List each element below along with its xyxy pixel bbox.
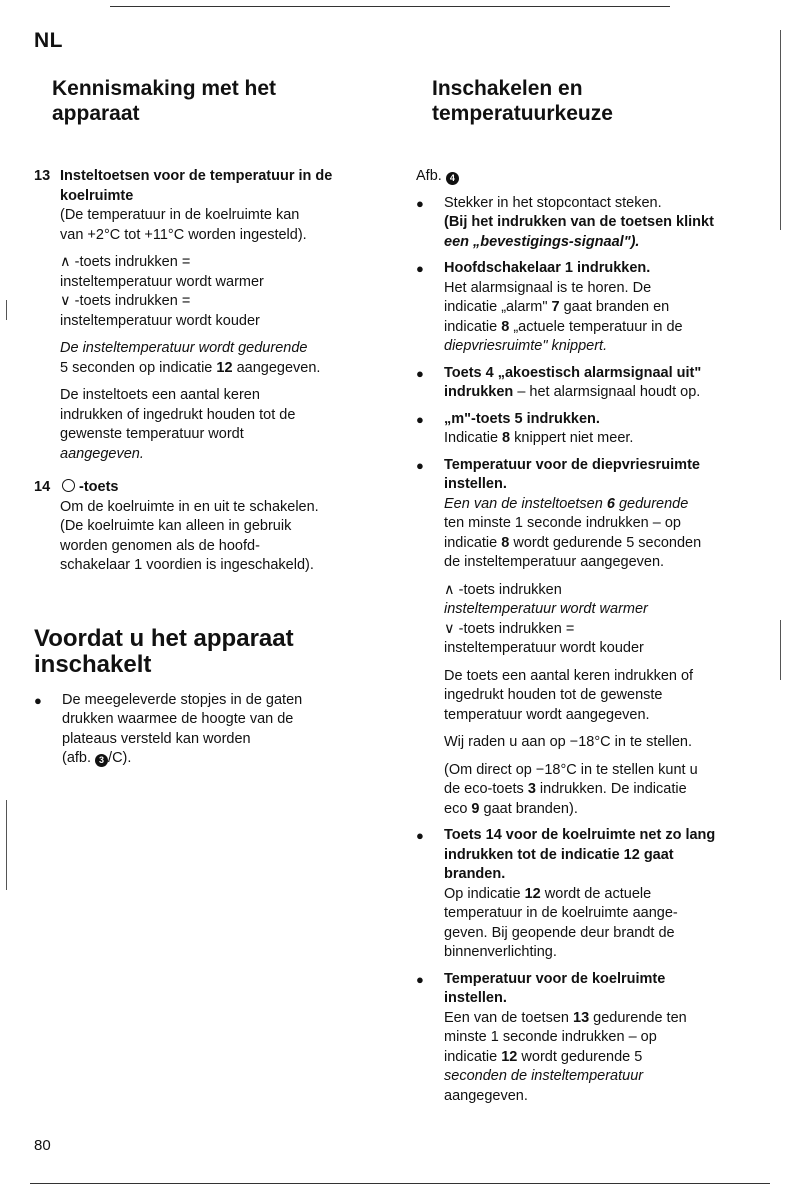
text-span: – het alarmsignaal houdt op.: [513, 384, 701, 400]
figure-ref-badge: 4: [446, 172, 459, 185]
indicator-ref: 6: [606, 495, 615, 512]
down-key-line: ∨ -toets indrukken =: [444, 620, 575, 637]
bottom-rule: [30, 1183, 770, 1184]
bullet-text: Toets 14 voor de koelruimte net zo lang: [444, 827, 716, 843]
bullet-item: [416, 826, 766, 963]
bullet-text: instellen.: [444, 990, 507, 1006]
right-title-line: temperatuurkeuze: [432, 102, 613, 125]
bullet-text: De meegeleverde stopjes in de gaten: [62, 691, 303, 708]
right-column: [416, 76, 766, 1106]
bullet-item: [416, 364, 766, 403]
bullet-dot-icon: ●: [416, 971, 424, 987]
bullet-text: „m"-toets 5 indrukken.: [444, 410, 600, 427]
text-span: Indicatie: [444, 430, 503, 446]
left-title-line: apparaat: [52, 102, 140, 125]
text-span: Op indicatie: [444, 885, 525, 902]
language-code: NL: [34, 29, 63, 52]
text-span: -toets: [79, 479, 119, 495]
bullet-text: diepvriesruimte" knippert.: [444, 338, 608, 354]
bullet-text: aangegeven.: [444, 1087, 528, 1104]
indicator-ref: 12: [501, 1048, 518, 1065]
text-span: Een van de toetsen: [444, 1009, 573, 1026]
left-title-line: Kennismaking met het: [52, 77, 277, 100]
bullet-text: Stekker in het stopcontact steken.: [444, 194, 662, 211]
page-number: 80: [34, 1137, 51, 1154]
bullet-item: [416, 259, 766, 357]
edge-mark: [6, 800, 7, 890]
up-key-line: ∧ -toets indrukken: [444, 581, 562, 598]
bullet-text: [444, 885, 766, 905]
bullet-text: de insteltemperatuur aangegeven.: [444, 554, 665, 570]
bullet-text: Temperatuur voor de koelruimte: [444, 970, 666, 987]
text-span: aangegeven.: [232, 359, 321, 376]
text-span: Afb.: [416, 168, 446, 184]
text-span: /C).: [108, 750, 132, 766]
bullet-text: Temperatuur voor de diepvriesruimte: [444, 456, 700, 473]
entry-text: (De koelruimte kan alleen in gebruik: [60, 518, 292, 534]
edge-mark: [6, 300, 7, 320]
bullet-item: [34, 691, 379, 769]
entry-text: schakelaar 1 voordien is ingeschakeld).: [60, 557, 314, 573]
figure-label: [416, 167, 766, 187]
entry-text: De insteltoets een aantal keren: [60, 387, 260, 403]
down-key-result: insteltemperatuur wordt kouder: [60, 312, 260, 329]
text-span: knippert niet meer.: [510, 430, 634, 446]
section-title: Voordat u het apparaat: [34, 624, 294, 652]
bullet-text: binnenverlichting.: [444, 944, 557, 960]
entry-13: [34, 167, 379, 464]
entry-number: 14: [34, 479, 51, 495]
bullet-text: [444, 495, 766, 515]
text-span: indicatie: [444, 318, 502, 335]
text-span: 5 seconden op indicatie: [60, 359, 217, 376]
indicator-ref: 12: [216, 359, 233, 376]
bullet-text: drukken waarmee de hoogte van de: [62, 711, 294, 727]
bullet-text: Hoofdschakelaar 1 indrukken.: [444, 260, 651, 276]
bullet-text: geven. Bij geopende deur brandt de: [444, 924, 675, 941]
entry-title: Insteltoetsen voor de temperatuur in de: [60, 168, 333, 184]
bullet-item: [416, 410, 766, 449]
bullet-text: [444, 1048, 766, 1068]
bullet-text: [444, 429, 766, 449]
up-key-result: insteltemperatuur wordt warmer: [60, 273, 264, 290]
bullet-item: [416, 970, 766, 1107]
text-span: gedurende ten: [589, 1009, 687, 1026]
bullet-text: [444, 534, 766, 554]
right-title: [416, 76, 766, 126]
bullet-text: [444, 383, 766, 403]
edge-mark: [780, 30, 781, 230]
bullet-dot-icon: ●: [416, 365, 424, 381]
bullet-text: plateaus versteld kan worden: [62, 730, 251, 747]
bullet-text: indrukken tot de indicatie 12 gaat: [444, 846, 674, 863]
bullet-dot-icon: ●: [416, 261, 424, 276]
bullet-text: temperatuur in de koelruimte aange-: [444, 905, 678, 921]
left-column: [34, 76, 379, 769]
bullet-text: (Bij het indrukken van de toetsen klinkt: [444, 214, 714, 230]
bullet-dot-icon: ●: [416, 457, 424, 473]
text-span: gaat branden).: [479, 800, 578, 817]
down-key-line: ∨ -toets indrukken =: [60, 293, 191, 309]
section-title: inschakelt: [34, 650, 152, 678]
bullet-dot-icon: ●: [416, 411, 424, 427]
bullet-text: seconden de insteltemperatuur: [444, 1068, 644, 1084]
entry-text: (De temperatuur in de koelruimte kan: [60, 207, 300, 223]
text-span: indrukken. De indicatie: [535, 781, 687, 797]
indicator-ref: 9: [471, 800, 480, 817]
indicator-ref: 8: [502, 430, 511, 446]
text-span: eco: [444, 800, 472, 817]
text-span: de eco-toets: [444, 781, 528, 797]
entry-text: van +2°C tot +11°C worden ingesteld).: [60, 226, 307, 243]
text-span: indicatie: [444, 1048, 502, 1065]
entry-number: 13: [34, 168, 51, 184]
bullet-text: branden.: [444, 866, 506, 882]
up-key-line: ∧ -toets indrukken =: [60, 254, 191, 270]
bullet-text: instellen.: [444, 476, 507, 492]
bullet-text: [444, 1009, 766, 1029]
text-span: Een van de insteltoetsen: [444, 495, 607, 512]
right-title-line: Inschakelen en: [432, 77, 583, 100]
bullet-text: [444, 298, 766, 318]
bullet-text: [62, 749, 379, 769]
text-span: gedurende: [614, 495, 689, 512]
circle-key-icon: [62, 479, 75, 492]
entry-text: De insteltemperatuur wordt gedurende: [60, 340, 308, 356]
text-span: indicatie: [444, 534, 502, 551]
entry-text: [60, 359, 379, 379]
entry-text: gewenste temperatuur wordt: [60, 426, 244, 442]
bullet-text: (Om direct op −18°C in te stellen kunt u: [444, 761, 698, 778]
entry-text: Om de koelruimte in en uit te schakelen.: [60, 498, 319, 515]
bullet-text: ten minste 1 seconde indrukken – op: [444, 515, 681, 531]
text-span: wordt gedurende 5: [517, 1048, 643, 1065]
indicator-ref: 12: [524, 885, 541, 902]
left-title: [34, 76, 379, 126]
text-span: indicatie „alarm": [444, 299, 552, 315]
text-span: wordt de actuele: [540, 885, 652, 902]
bullet-item: [416, 194, 766, 253]
indicator-ref: 3: [527, 781, 536, 797]
text-span: indrukken: [444, 384, 514, 400]
bullet-dot-icon: ●: [416, 195, 424, 211]
text-span: wordt gedurende 5 seconden: [509, 534, 702, 551]
bullet-text: Het alarmsignaal is te horen. De: [444, 279, 652, 296]
bullet-text: [444, 318, 766, 338]
bullet-text: temperatuur wordt aangegeven.: [444, 706, 650, 723]
entry-title: [60, 478, 379, 498]
indicator-ref: 7: [551, 299, 560, 315]
text-span: (afb.: [62, 750, 96, 766]
bullet-text: De toets een aantal keren indrukken of: [444, 667, 694, 684]
bullet-text: ingedrukt houden tot de gewenste: [444, 687, 663, 703]
bullet-dot-icon: ●: [416, 828, 424, 843]
text-span: „actuele temperatuur in de: [509, 318, 683, 335]
entry-text: aangegeven.: [60, 445, 144, 462]
entry-title: koelruimte: [60, 187, 134, 204]
bullet-text: Wij raden u aan op −18°C in te stellen.: [444, 734, 693, 750]
edge-mark: [780, 620, 781, 680]
figure-ref-badge: 3: [95, 754, 108, 767]
up-key-result: insteltemperatuur wordt warmer: [444, 601, 648, 617]
bullet-text: [444, 800, 766, 820]
entry-text: indrukken of ingedrukt houden tot de: [60, 406, 296, 423]
down-key-result: insteltemperatuur wordt kouder: [444, 640, 644, 656]
bullet-text: een „bevestigings-signaal").: [444, 233, 640, 250]
entry-14: [34, 478, 379, 576]
indicator-ref: 8: [501, 534, 510, 551]
bullet-text: [444, 780, 766, 800]
indicator-ref: 8: [501, 318, 510, 335]
bullet-text: minste 1 seconde indrukken – op: [444, 1029, 657, 1045]
indicator-ref: 13: [573, 1009, 590, 1026]
entry-text: worden genomen als de hoofd-: [60, 537, 260, 554]
bullet-dot-icon: ●: [34, 692, 42, 708]
bullet-item: [416, 456, 766, 820]
top-rule: [110, 6, 670, 7]
bullet-text: Toets 4 „akoestisch alarmsignaal uit": [444, 364, 702, 381]
text-span: gaat branden en: [559, 299, 670, 315]
